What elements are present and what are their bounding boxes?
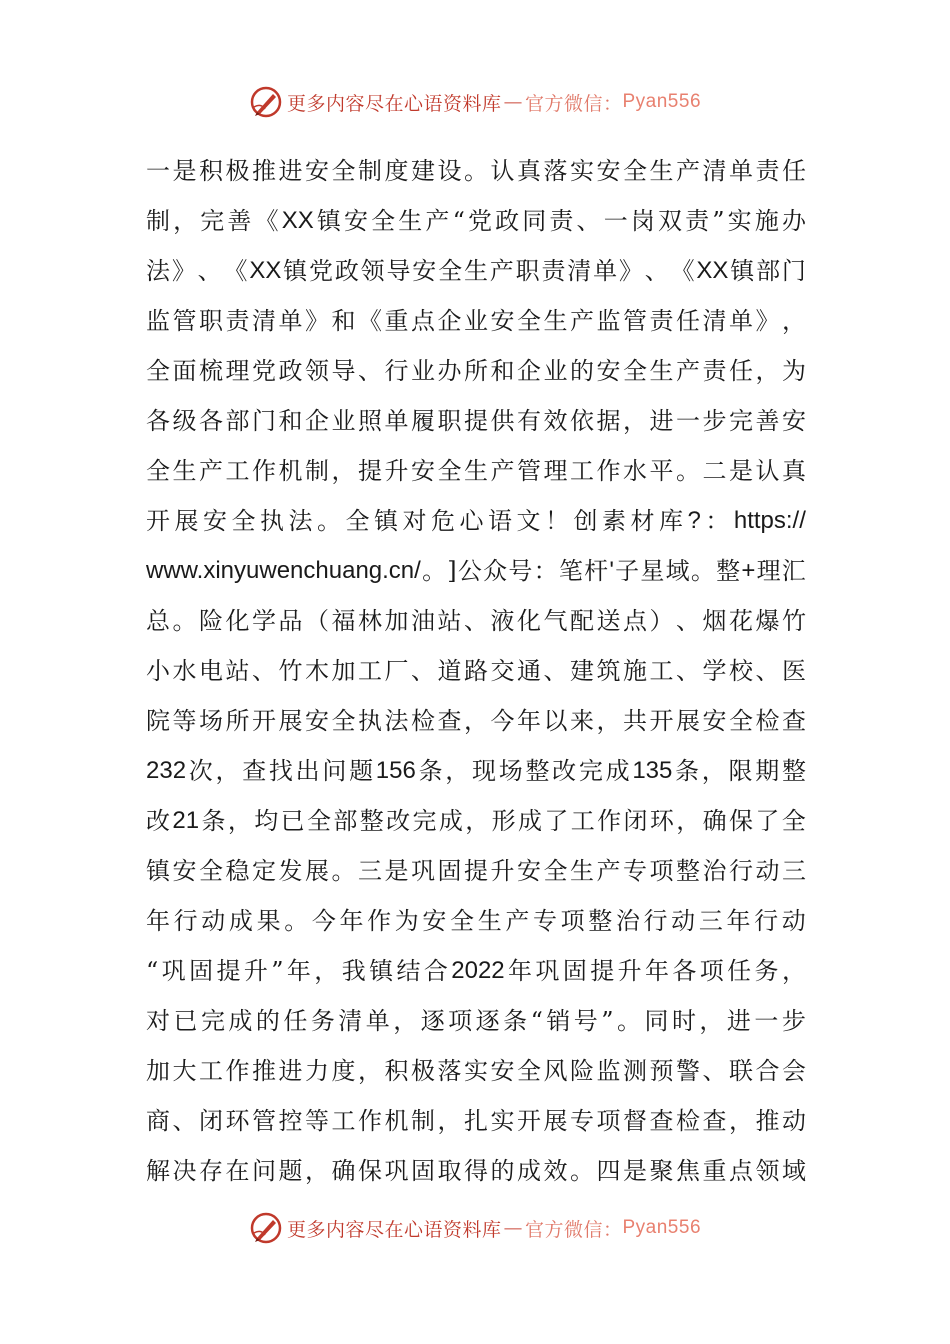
text-line: 全 生 产 工 作 机 制 ， 提 升 安 全 生 产 管 理 工 作 水 平 。 二 是 认 真 (146, 457, 806, 485)
banner-wechat-label: 官方微信： (524, 92, 623, 115)
text-line: 法 》 、 《 XX 镇 党 政 领 导 安 全 生 产 职 责 清 单 》 、 《 XX 镇 部 门 (146, 257, 806, 285)
text-line: 全 面 梳 理 党 政 领 导 、 行 业 办 所 和 企 业 的 安 全 生 产 责 任 ， 为 (146, 357, 806, 385)
text-line: 小 水 电 站 、 竹 木 加 工 厂 、 道 路 交 通 、 建 筑 施 工 、 学 校 、 医 (146, 657, 806, 685)
text-line: 年 行 动 成 果 。 今 年 作 为 安 全 生 产 专 项 整 治 行 动 三 年 行 动 (146, 907, 806, 935)
text-line: 解 决 存 在 问 题 ， 确 保 巩 固 取 得 的 成 效 。 四 是 聚 焦 重 点 领 域 (146, 1157, 806, 1185)
text-line: 商 、 闭 环 管 控 等 工 作 机 制 ， 扎 实 开 展 专 项 督 查 检 查 ， 推 动 (146, 1107, 806, 1135)
header-banner (0, 82, 950, 122)
banner-wechat-label: 官方微信： (524, 1218, 623, 1241)
banner-dash: — (503, 1217, 523, 1239)
text-line: 各 级 各 部 门 和 企 业 照 单 履 职 提 供 有 效 依 据 ， 进 一 步 完 善 安 (146, 407, 806, 435)
banner-wechat-id: Pyan556 (622, 91, 702, 112)
text-line: 对 已 完 成 的 任 务 清 单 ， 逐 项 逐 条 “ 销 号 ” 。 同 时 ， 进 一 步 (146, 1007, 806, 1035)
text-line: 232 次 ， 查 找 出 问 题 156 条 ， 现 场 整 改 完 成 135 条 ， 限 期 整 (146, 757, 806, 785)
banner-dash: — (503, 91, 523, 113)
text-line: 监 管 职 责 清 单 》 和 《 重 点 企 业 安 全 生 产 监 管 责 任 清 单 》 ， (146, 307, 806, 335)
text-line: 制 ， 完 善 《 XX 镇 安 全 生 产 “ 党 政 同 责 、 一 岗 双 责 ” 实 施 办 (146, 207, 806, 235)
text-line: www.xinyuwenchuang.cn/ 。 ] 公 众 号 ： 笔 杆 ' 子 星 域 。 整 + 理 汇 (146, 557, 806, 585)
pen-logo-icon (249, 85, 283, 119)
text-line: 镇 安 全 稳 定 发 展 。 三 是 巩 固 提 升 安 全 生 产 专 项 整 治 行 动 三 (146, 857, 806, 885)
text-line: 改 21 条 ， 均 已 全 部 整 改 完 成 ， 形 成 了 工 作 闭 环 ， 确 保 了 全 (146, 807, 806, 835)
text-line: 加 大 工 作 推 进 力 度 ， 积 极 落 实 安 全 风 险 监 测 预 警 、 联 合 会 (146, 1057, 806, 1085)
text-line: 院 等 场 所 开 展 安 全 执 法 检 查 ， 今 年 以 来 ， 共 开 展 安 全 检 查 (146, 707, 806, 735)
banner-wechat-id: Pyan556 (622, 1217, 702, 1238)
banner-title: 更多内容尽在心语资料库 (286, 92, 502, 115)
banner-title: 更多内容尽在心语资料库 (286, 1218, 502, 1241)
body-text (146, 146, 806, 1196)
pen-logo-icon (249, 1211, 283, 1245)
text-line: 总 。 险 化 学 品 （ 福 林 加 油 站 、 液 化 气 配 送 点 ） 、 烟 花 爆 竹 (146, 607, 806, 635)
footer-banner (0, 1208, 950, 1248)
text-line: “ 巩 固 提 升 ” 年 ， 我 镇 结 合 2022 年 巩 固 提 升 年 各 项 任 务 ， (146, 957, 806, 985)
text-line: 一 是 积 极 推 进 安 全 制 度 建 设 。 认 真 落 实 安 全 生 产 清 单 责 任 (146, 157, 806, 185)
text-line: 开 展 安 全 执 法 。 全 镇 对 危 心 语 文 ！ 创 素 材 库 ? ： https:// (146, 507, 806, 535)
